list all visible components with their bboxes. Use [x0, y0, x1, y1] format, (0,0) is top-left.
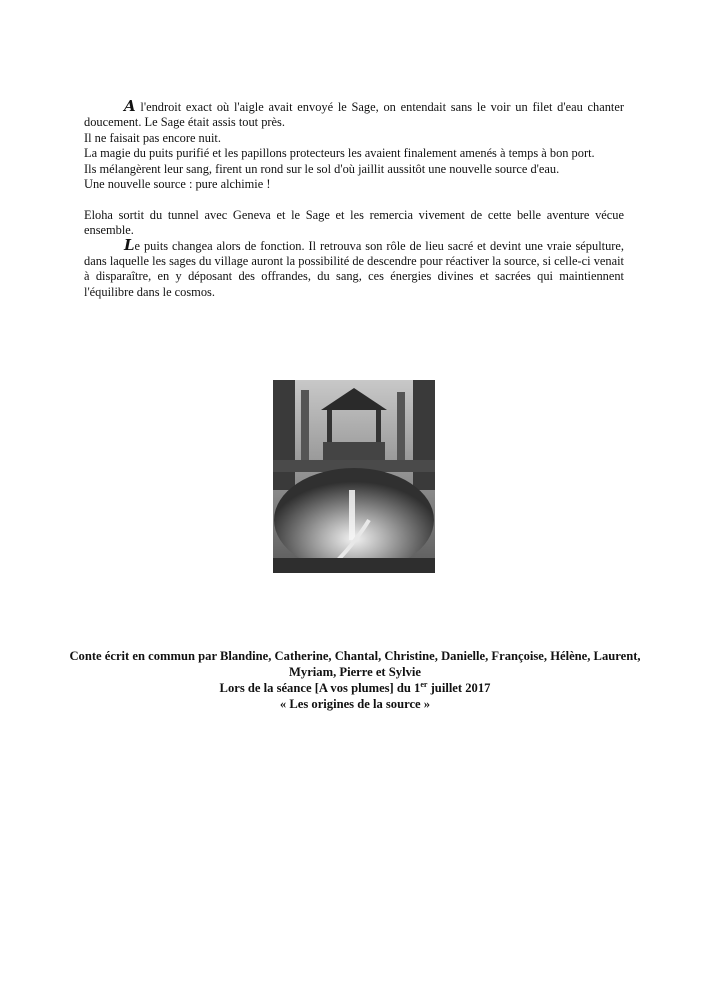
credits-block: [60, 648, 650, 712]
paragraph-7-text: e puits changea alors de fonction. Il retrouva son rôle de lieu sacré et devint une vraie sépulture, dans laquelle les sages du village auront la possibilité de descendre pour réactiver la source, si celle-ci venait à disparaître, en y déposant des offrandes, du sang, ces énergies divines et sacrées qui maintiennent l'équilibre dans le cosmos.: [84, 238, 624, 299]
tree-back-left: [301, 390, 309, 460]
drop-cap-l: L: [124, 235, 135, 254]
paragraph-2: Il ne faisait pas encore nuit.: [84, 130, 221, 145]
drop-cap-a: A: [124, 97, 136, 115]
credits-session: [60, 680, 650, 696]
light-beam: [349, 490, 355, 540]
credits-session-date: juillet 2017: [427, 681, 491, 695]
paragraph-spacer: [84, 192, 624, 207]
tree-back-right: [397, 392, 405, 460]
paragraph-4: Ils mélangèrent leur sang, firent un rond sur le sol d'où jaillit aussitôt une nouvelle source d'eau.: [84, 161, 560, 176]
foreground-shadow: [273, 558, 435, 573]
well-illustration-art: [273, 380, 435, 573]
credits-session-text: Lors de la séance [A vos plumes] du 1: [219, 681, 421, 695]
credits-authors: Conte écrit en commun par Blandine, Catherine, Chantal, Christine, Danielle, Françoise, Hélène, Laurent, Myriam, Pierre et Sylvie: [69, 649, 641, 679]
well-illustration: [273, 380, 435, 573]
credits-theme: « Les origines de la source »: [279, 697, 431, 711]
paragraph-3: La magie du puits purifié et les papillons protecteurs les avaient finalement amenés à temps à bon port.: [84, 146, 595, 161]
credits-session-ordinal: er: [420, 679, 428, 689]
paragraph-1-text: l'endroit exact où l'aigle avait envoyé le Sage, on entendait sans le voir un filet d'eau chanter doucement. Le Sage était assis tout près.: [84, 100, 624, 130]
paragraph-7: [84, 235, 624, 301]
paragraph-6: Eloha sortit du tunnel avec Geneva et le Sage et les remercia vivement de cette belle aventure vécue ensemble.: [84, 207, 624, 238]
paragraph-1: [84, 97, 624, 131]
story-text: [84, 97, 624, 300]
paragraph-5: Une nouvelle source : pure alchimie !: [84, 177, 271, 192]
tree-left: [273, 380, 295, 490]
tree-right: [413, 380, 435, 490]
